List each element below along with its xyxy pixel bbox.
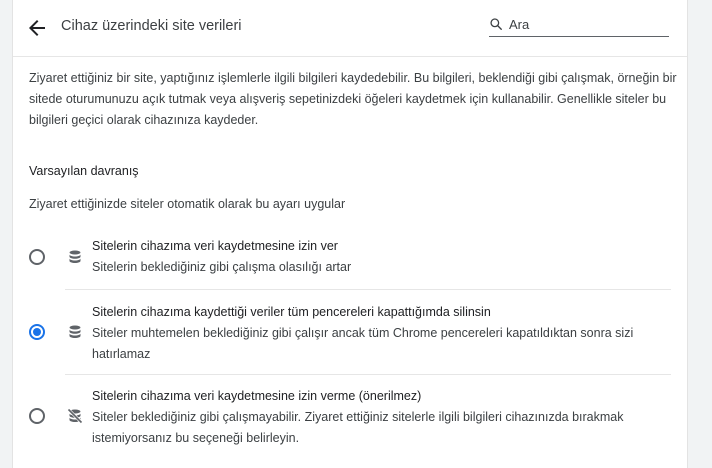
radio-button[interactable] [29,408,45,424]
page-title: Cihaz üzerindeki site verileri [61,18,242,34]
search-icon [489,17,503,31]
settings-card [12,0,688,468]
radio-button-selected[interactable] [29,324,45,340]
database-icon [67,324,83,340]
option-description: Siteler muhtemelen beklediğiniz gibi çalışır ancak tüm Chrome pencereleri kapatıldıktan sonra sizi hatırlamaz [92,326,634,361]
option-description: Siteler beklediğiniz gibi çalışmayabilir. Ziyaret ettiğiniz sitelerle ilgili bilgileri cihazınızda bırakmak istemiyorsanız bu seçeneği belirleyin. [92,410,624,445]
option-title: Sitelerin cihazıma kaydettiği veriler tüm pencereleri kapattığımda silinsin [92,305,491,319]
section-title: Varsayılan davranış [29,164,139,178]
radio-button[interactable] [29,249,45,265]
database-off-icon [67,408,83,424]
radio-option-allow[interactable] [13,236,687,288]
radio-option-clear-on-exit[interactable] [13,302,687,372]
database-icon [67,249,83,265]
search-input[interactable] [509,17,665,32]
divider [65,374,671,375]
back-button[interactable] [25,16,49,40]
page-description: Ziyaret ettiğiniz bir site, yaptığınız işlemlerle ilgili bilgileri kaydedebilir. Bu bilgileri, beklendiği gibi çalışmak, örneğin bir sitede oturumunuzu açık tutmak veya alışveriş sepetinizdeki öğeleri kaydetmek için kullanabilir. Genellikle siteler bu bilgileri geçici olarak cihazınıza kaydeder. [29,71,677,127]
option-text [92,302,672,365]
radio-option-block[interactable] [13,386,687,456]
divider [65,289,671,290]
search-box[interactable] [489,16,669,37]
option-title: Sitelerin cihazıma veri kaydetmesine izin ver [92,239,338,253]
option-text [92,386,672,449]
option-title: Sitelerin cihazıma veri kaydetmesine izin verme (önerilmez) [92,389,422,403]
arrow-back-icon [25,16,49,40]
page-header [13,0,687,57]
option-description: Sitelerin beklediğiniz gibi çalışma olasılığı artar [92,260,352,274]
option-text [92,236,672,278]
section-subtitle: Ziyaret ettiğinizde siteler otomatik olarak bu ayarı uygular [29,197,346,211]
